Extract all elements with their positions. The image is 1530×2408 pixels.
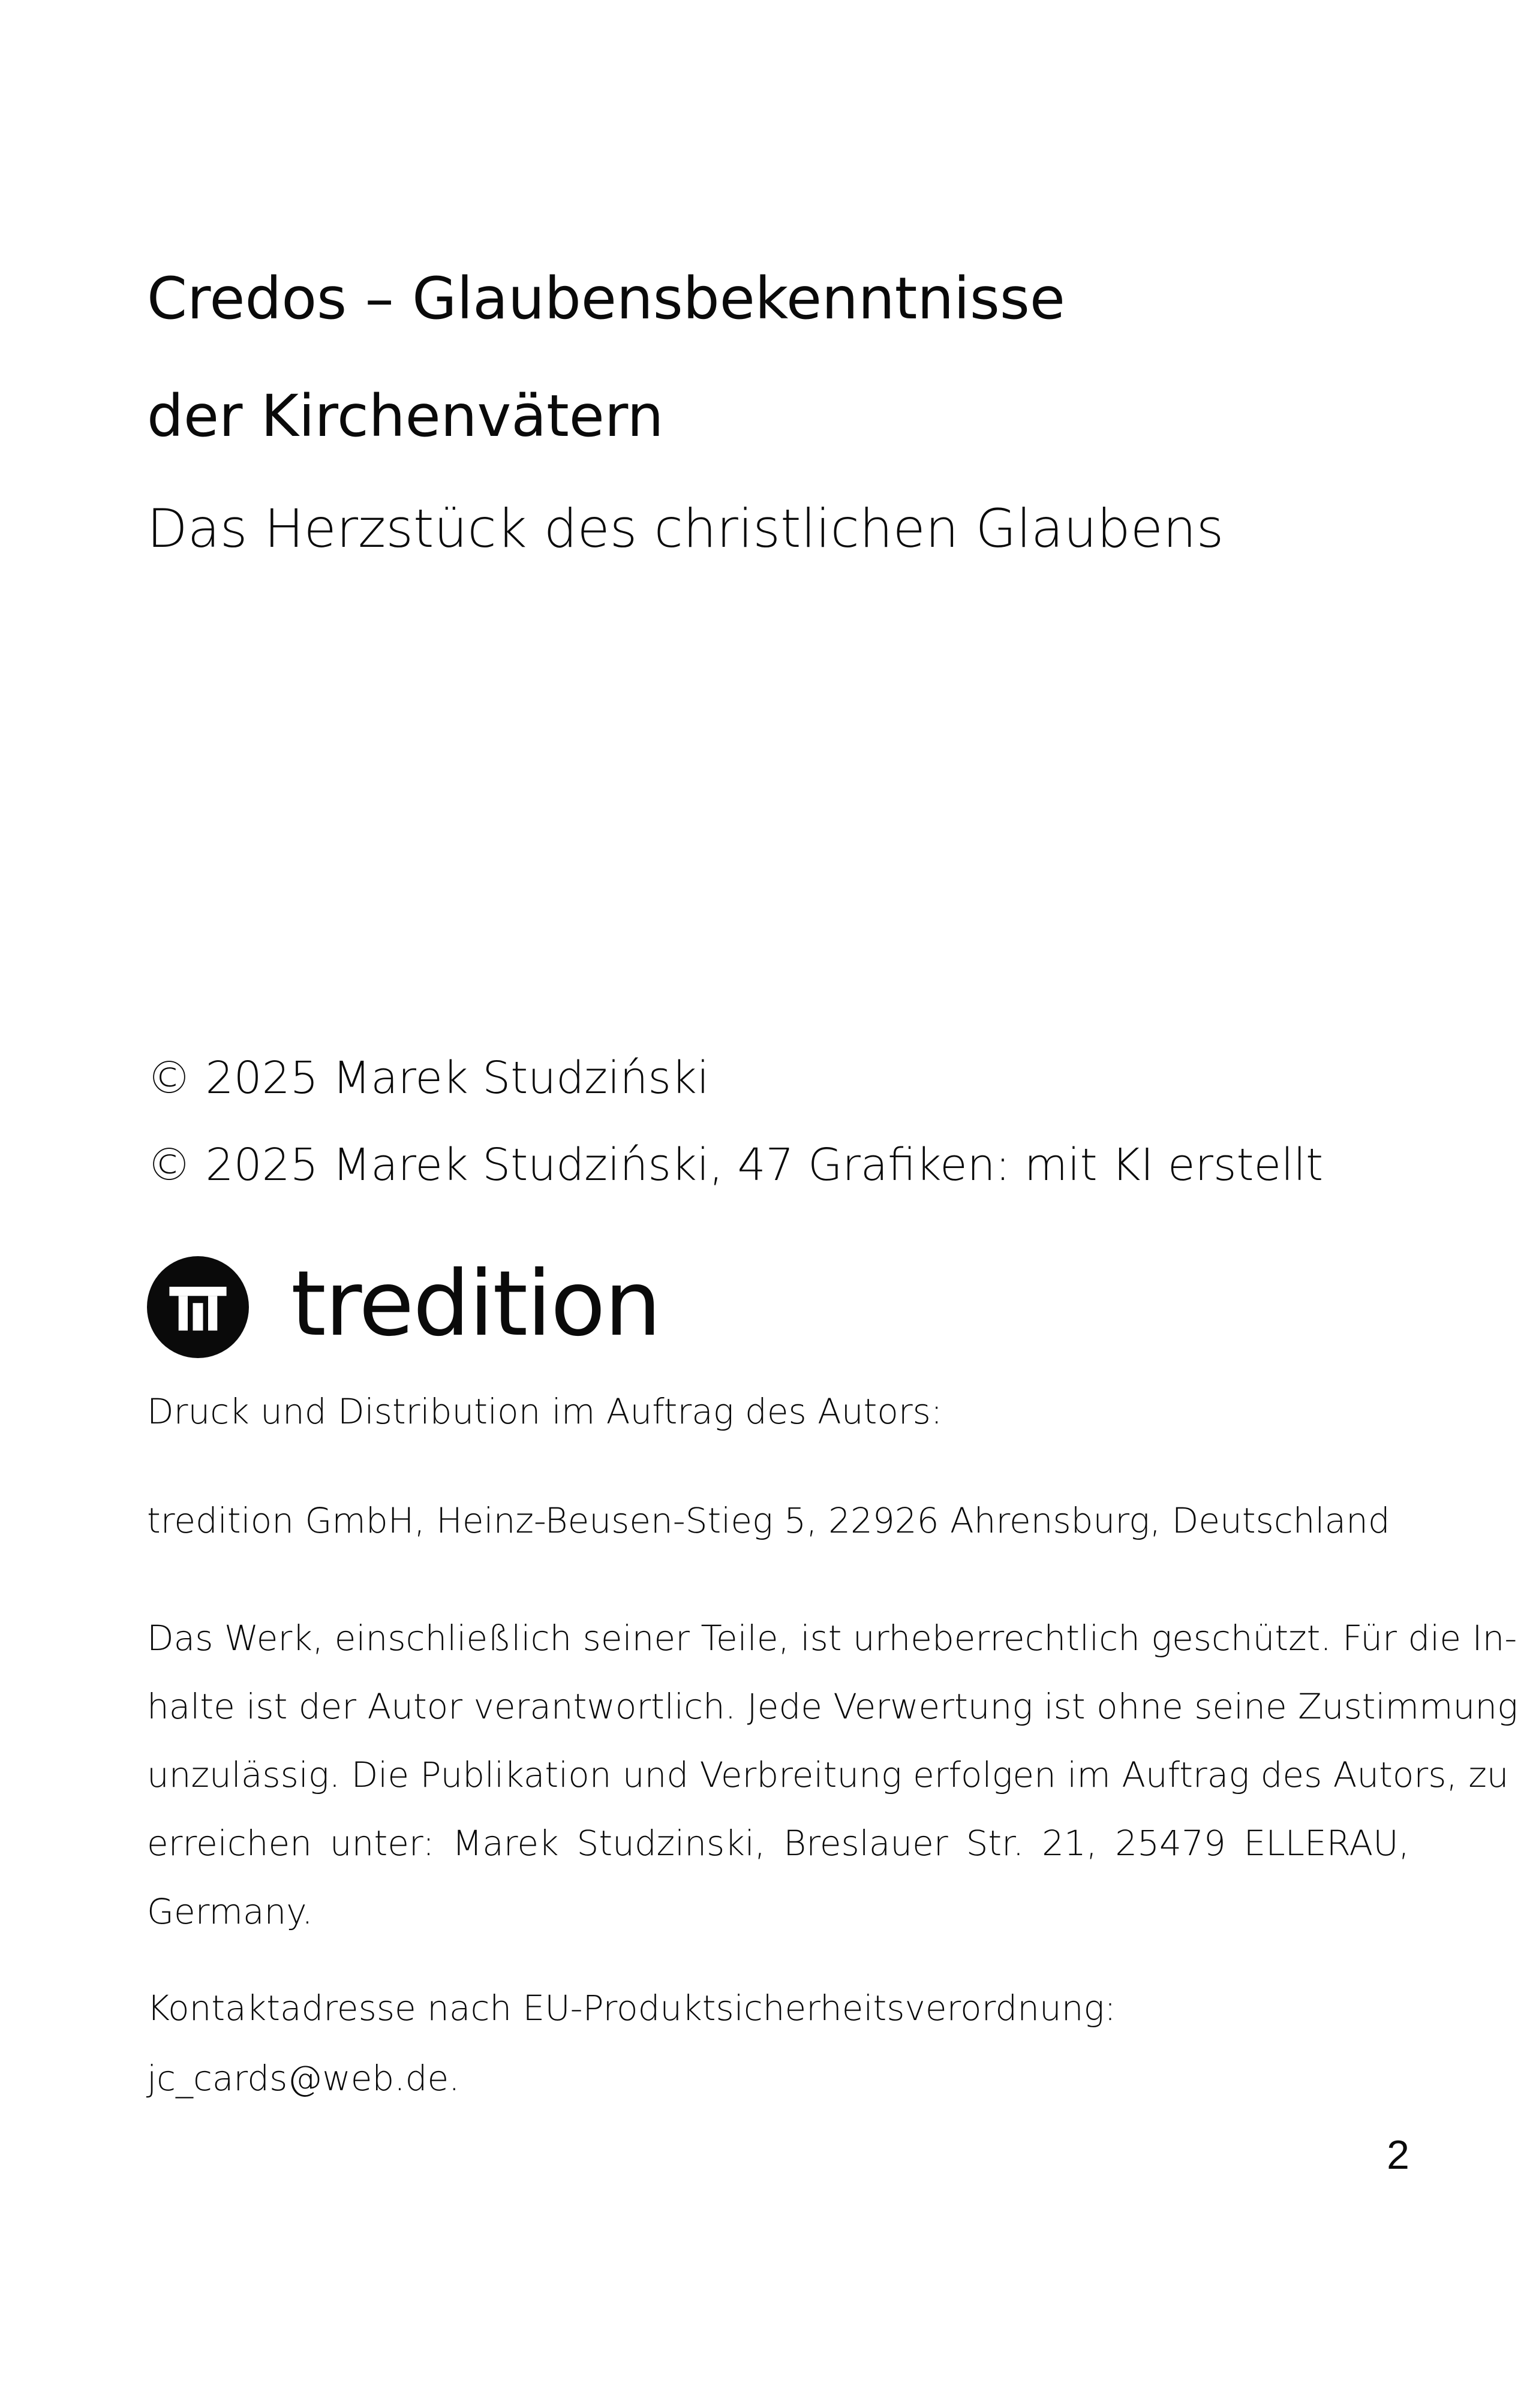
- book-title-line-1: Credos – Glaubensbekenntnisse: [147, 265, 1065, 332]
- print-distribution-note: Druck und Distribution im Auftrag des Autors:: [147, 1391, 943, 1432]
- legal-notice-line: unzulässig. Die Publikation und Verbreitung erfolgen im Auftrag des Autors, zu: [147, 1754, 1509, 1795]
- contact-email: jc_cards@web.de.: [147, 2058, 460, 2099]
- page-number: 2: [1387, 2132, 1409, 2178]
- legal-notice-line: erreichen unter: Marek Studzinski, Breslauer Str. 21, 25479 ELLERAU,: [147, 1823, 1410, 1864]
- copyright-line-2: © 2025 Marek Studziński, 47 Grafiken: mit KI erstellt: [147, 1139, 1324, 1191]
- publisher-logo-wordmark: tredition: [291, 1252, 660, 1356]
- tredition-logo-icon: [147, 1256, 249, 1358]
- legal-notice-line: Das Werk, einschließlich seiner Teile, ist urheberrechtlich geschützt. Für die In-: [147, 1618, 1517, 1658]
- book-title-line-2: der Kirchenvätern: [147, 383, 664, 450]
- publisher-logo: [147, 1253, 660, 1361]
- copyright-line-1: © 2025 Marek Studziński: [147, 1052, 710, 1104]
- legal-notice-line: Germany.: [147, 1891, 313, 1932]
- contact-label: Kontaktadresse nach EU-Produktsicherheitsverordnung:: [147, 1988, 1116, 2028]
- legal-notice: [147, 1604, 1518, 1946]
- publisher-address: tredition GmbH, Heinz-Beusen-Stieg 5, 22926 Ahrensburg, Deutschland: [147, 1500, 1390, 1541]
- legal-notice-line: halte ist der Autor verantwortlich. Jede Verwertung ist ohne seine Zustimmung: [147, 1686, 1518, 1727]
- book-subtitle: Das Herzstück des christlichen Glaubens: [147, 498, 1224, 559]
